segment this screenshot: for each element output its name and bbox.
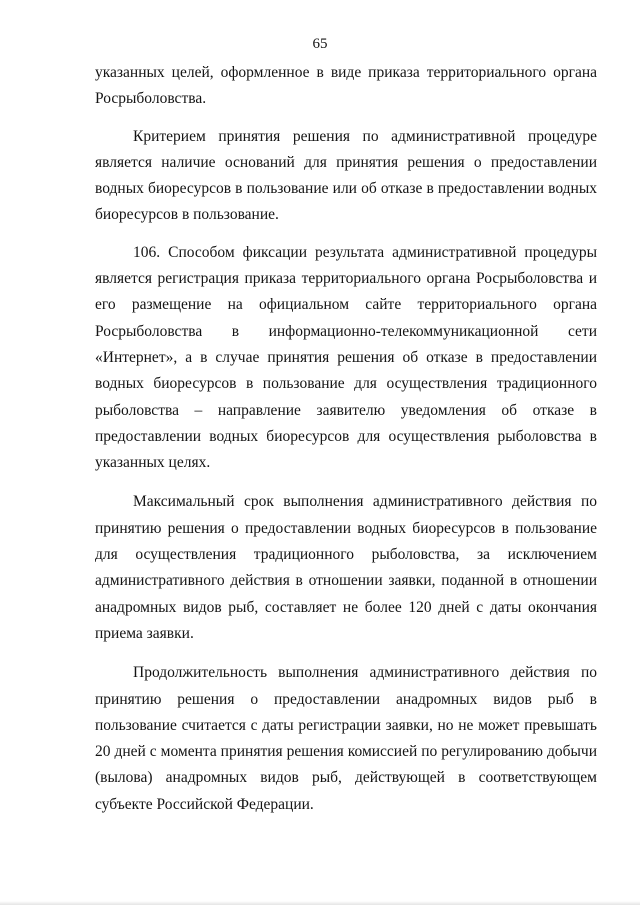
paragraph-decision-criterion: Критерием принятия решения по административной процедуре является наличие оснований для принятия решения о предоставлении водных биоресурсов в пользование или об отказе в предоставлении водных биоресурсов в пользование. — [95, 127, 597, 224]
scan-bottom-edge — [0, 901, 640, 905]
paragraph-continuation: указанных целей, оформленное в виде приказа территориального органа Росрыболовства. — [95, 64, 597, 108]
paragraph-spacer — [95, 647, 597, 660]
paragraph-max-term: Максимальный срок выполнения административного действия по принятию решения о предоставлении водных биоресурсов в пользование для осуществления традиционного рыболовства, за исключением административного действия в отношении заявки, поданной в отношении анадромных видов рыб, составляет не более 120 дней с даты окончания приема заявки. — [95, 493, 597, 642]
paragraph-spacer — [95, 113, 597, 124]
paragraph-106-result-recording: 106. Способом фиксации результата административной процедуры является регистрация приказа территориального органа Росрыболовства и его размещение на официальном сайте территориального органа Росрыболовства в информационно-телекоммуникационной сети «Интернет», а в случае принятия решения об отказе в предоставлении водных биоресурсов в пользование для осуществления традиционного рыболовства – направление заявителю уведомления об отказе в предоставлении водных биоресурсов для осуществления рыболовства в указанных целях. — [95, 243, 597, 472]
paragraph-spacer — [95, 229, 597, 240]
page-body — [95, 60, 597, 818]
page-number: 65 — [312, 36, 328, 52]
paragraph-duration-anadromous: Продолжительность выполнения административного действия по принятию решения о предоставлении анадромных видов рыб в пользование считается с даты регистрации заявки, но не может превышать 20 дней с момента принятия решения комиссией по регулированию добычи (вылова) анадромных видов рыб, действующей в соответствующем субъекте Российской Федерации. — [95, 664, 597, 813]
paragraph-spacer — [95, 476, 597, 489]
